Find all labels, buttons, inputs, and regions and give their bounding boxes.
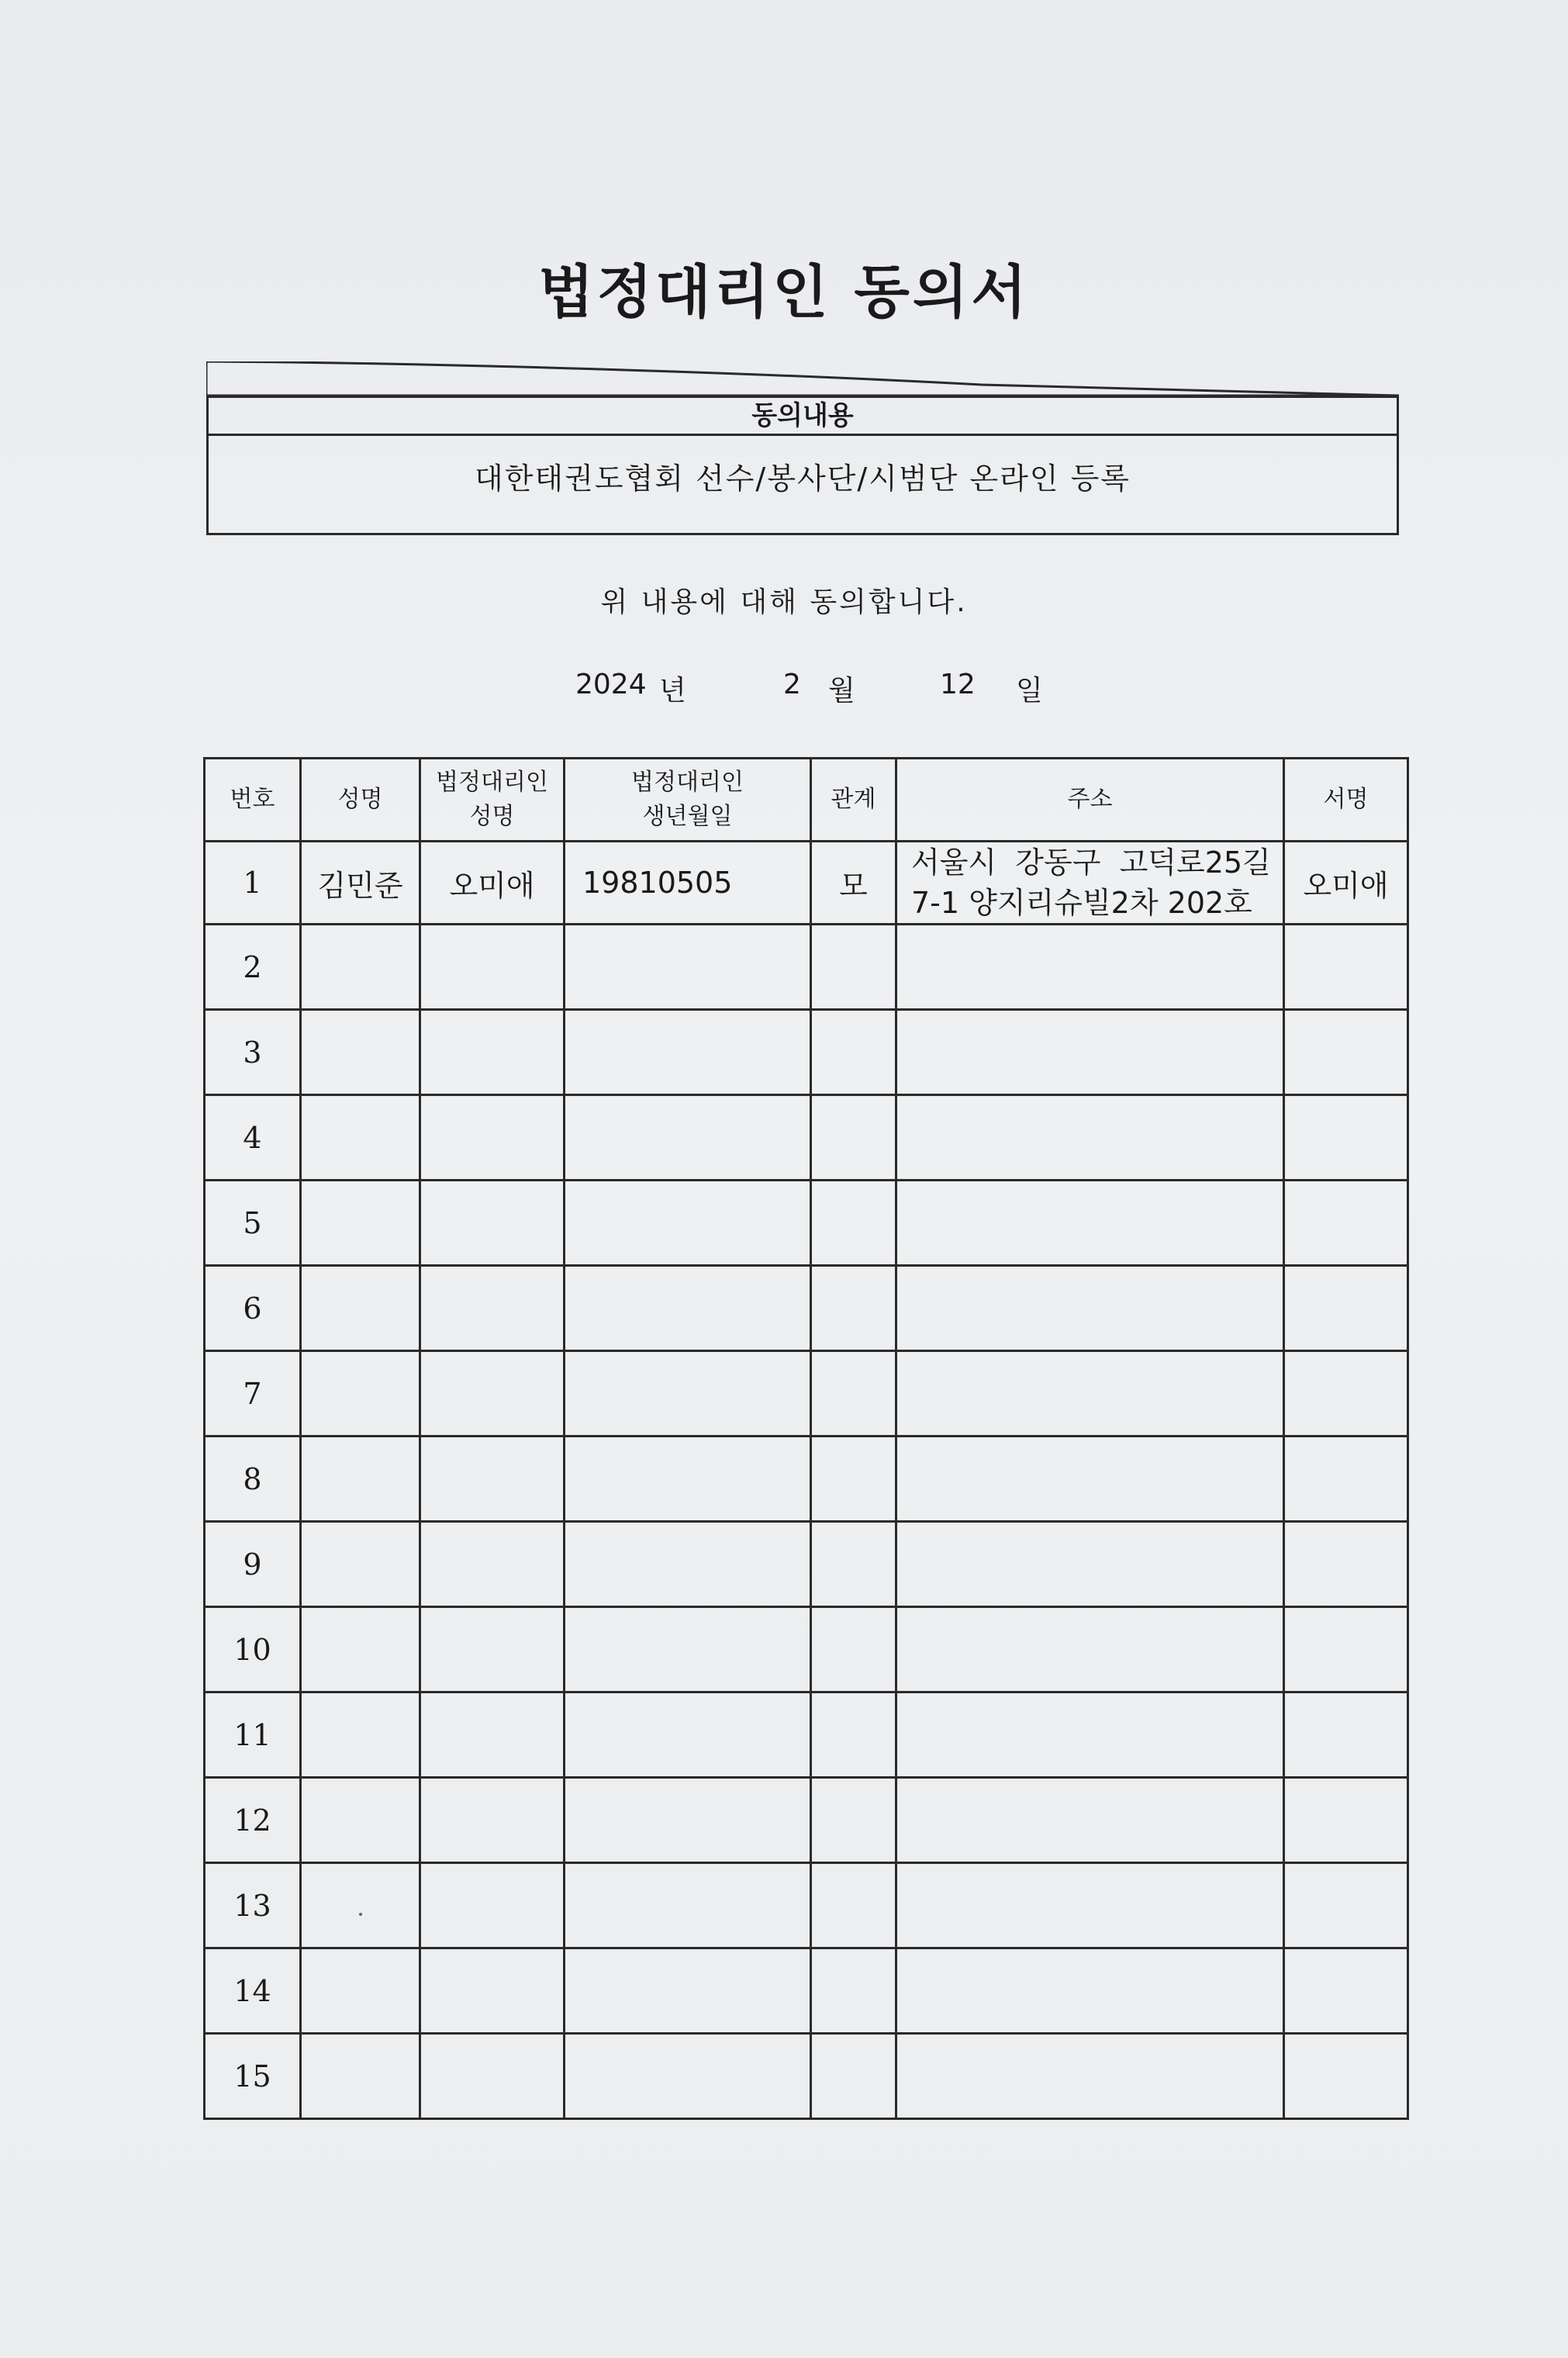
header-signature: 서명 bbox=[1284, 759, 1408, 842]
table-row bbox=[205, 842, 1408, 925]
cell-guardian-name bbox=[420, 1692, 565, 1778]
cell-signature bbox=[1284, 1607, 1408, 1692]
cell-address bbox=[896, 1948, 1284, 2034]
cell-guardian-name bbox=[420, 1437, 565, 1522]
cell-signature bbox=[1284, 1522, 1408, 1607]
cell-no: 4 bbox=[205, 1095, 301, 1181]
cell-guardian-name bbox=[420, 925, 565, 1010]
cell-name bbox=[301, 1863, 420, 1948]
cell-name bbox=[301, 1351, 420, 1437]
table-row bbox=[205, 1607, 1408, 1692]
cell-address bbox=[896, 1095, 1284, 1181]
cell-signature bbox=[1284, 1863, 1408, 1948]
table-row bbox=[205, 1948, 1408, 2034]
cell-signature bbox=[1284, 1266, 1408, 1351]
cell-guardian-birth bbox=[565, 2034, 811, 2119]
cell-address bbox=[896, 1181, 1284, 1266]
cell-name bbox=[301, 1522, 420, 1607]
cell-name bbox=[301, 2034, 420, 2119]
cell-relation bbox=[811, 1692, 896, 1778]
cell-no: 14 bbox=[205, 1948, 301, 2034]
cell-no: 8 bbox=[205, 1437, 301, 1522]
cell-address bbox=[896, 1266, 1284, 1351]
cell-no: 7 bbox=[205, 1351, 301, 1437]
cell-relation bbox=[811, 1522, 896, 1607]
table-row bbox=[205, 1778, 1408, 1863]
cell-guardian-name bbox=[420, 1266, 565, 1351]
cell-guardian-birth bbox=[565, 1181, 811, 1266]
cell-name bbox=[301, 1266, 420, 1351]
header-guardian-name-line2: 성명 bbox=[469, 803, 515, 830]
cell-guardian-birth bbox=[565, 1095, 811, 1181]
cell-guardian-name bbox=[420, 1095, 565, 1181]
cell-name bbox=[301, 1095, 420, 1181]
cell-signature bbox=[1284, 925, 1408, 1010]
cell-name bbox=[301, 1181, 420, 1266]
table-row bbox=[205, 2034, 1408, 2119]
cell-guardian-name: 오미애 bbox=[420, 842, 565, 925]
header-guardian-birth bbox=[565, 759, 811, 842]
cell-signature: 오미애 bbox=[1284, 842, 1408, 925]
cell-relation bbox=[811, 925, 896, 1010]
header-no: 번호 bbox=[205, 759, 301, 842]
cell-guardian-name bbox=[420, 1607, 565, 1692]
header-name: 성명 bbox=[301, 759, 420, 842]
table-row bbox=[205, 1266, 1408, 1351]
document-title: 법정대리인 동의서 bbox=[538, 259, 1030, 326]
cell-address bbox=[896, 1522, 1284, 1607]
consent-body: 대한태권도협회 선수/봉사단/시범단 온라인 등록 bbox=[474, 462, 1131, 496]
cell-signature bbox=[1284, 1181, 1408, 1266]
header-address: 주소 bbox=[896, 759, 1284, 842]
cell-guardian-name bbox=[420, 1522, 565, 1607]
cell-no: 11 bbox=[205, 1692, 301, 1778]
cell-address bbox=[896, 1607, 1284, 1692]
cell-name bbox=[301, 1437, 420, 1522]
cell-guardian-birth bbox=[565, 1351, 811, 1437]
cell-relation bbox=[811, 1351, 896, 1437]
header-relation: 관계 bbox=[811, 759, 896, 842]
cell-name bbox=[301, 1692, 420, 1778]
cell-guardian-name bbox=[420, 1778, 565, 1863]
cell-relation bbox=[811, 1181, 896, 1266]
cell-guardian-birth bbox=[565, 1010, 811, 1095]
stray-mark bbox=[359, 1913, 362, 1916]
cell-signature bbox=[1284, 1095, 1408, 1181]
table-row bbox=[205, 1095, 1408, 1181]
date-month-unit: 월 bbox=[828, 675, 855, 707]
cell-no: 3 bbox=[205, 1010, 301, 1095]
cell-no: 15 bbox=[205, 2034, 301, 2119]
date-month: 2 bbox=[783, 669, 801, 700]
cell-signature bbox=[1284, 1010, 1408, 1095]
header-guardian-name bbox=[420, 759, 565, 842]
cell-guardian-name bbox=[420, 1948, 565, 2034]
cell-address bbox=[896, 842, 1284, 925]
date-day: 12 bbox=[940, 669, 976, 700]
cell-no: 2 bbox=[205, 925, 301, 1010]
cell-address bbox=[896, 1692, 1284, 1778]
header-guardian-birth-line2: 생년월일 bbox=[642, 803, 733, 830]
cell-no: 9 bbox=[205, 1522, 301, 1607]
cell-guardian-name bbox=[420, 1010, 565, 1095]
cell-name bbox=[301, 1948, 420, 2034]
cell-guardian-name bbox=[420, 2034, 565, 2119]
cell-guardian-name bbox=[420, 1181, 565, 1266]
cell-address-line1: 서울시 강동구 고덕로25길 bbox=[911, 845, 1271, 880]
cell-guardian-name bbox=[420, 1351, 565, 1437]
cell-address bbox=[896, 1778, 1284, 1863]
cell-no: 1 bbox=[205, 842, 301, 925]
agree-statement: 위 내용에 대해 동의합니다. bbox=[600, 586, 968, 618]
cell-address bbox=[896, 1437, 1284, 1522]
date-line bbox=[0, 669, 1568, 707]
cell-no: 5 bbox=[205, 1181, 301, 1266]
cell-name bbox=[301, 1607, 420, 1692]
cell-no: 6 bbox=[205, 1266, 301, 1351]
cell-signature bbox=[1284, 1351, 1408, 1437]
header-guardian-birth-line1: 법정대리인 bbox=[631, 769, 744, 796]
cell-address-line2: 7-1 양지리슈빌2차 202호 bbox=[911, 886, 1252, 920]
table-header-row bbox=[205, 759, 1408, 842]
cell-relation bbox=[811, 1437, 896, 1522]
cell-guardian-birth bbox=[565, 1692, 811, 1778]
cell-relation bbox=[811, 1010, 896, 1095]
cell-name: 김민준 bbox=[301, 842, 420, 925]
cell-relation: 모 bbox=[811, 842, 896, 925]
cell-signature bbox=[1284, 1778, 1408, 1863]
date-year-unit: 년 bbox=[659, 675, 686, 707]
cell-address bbox=[896, 1010, 1284, 1095]
consent-box bbox=[206, 396, 1399, 535]
table-row bbox=[205, 1010, 1408, 1095]
table-row bbox=[205, 1522, 1408, 1607]
cell-relation bbox=[811, 1778, 896, 1863]
date-year: 2024 bbox=[575, 669, 647, 700]
cell-guardian-birth bbox=[565, 1778, 811, 1863]
cell-signature bbox=[1284, 1948, 1408, 2034]
header-guardian-name-line1: 법정대리인 bbox=[436, 769, 548, 796]
cell-signature bbox=[1284, 2034, 1408, 2119]
consent-box-top-border bbox=[206, 361, 1399, 397]
cell-guardian-birth bbox=[565, 1437, 811, 1522]
table-row bbox=[205, 925, 1408, 1010]
cell-no: 13 bbox=[205, 1863, 301, 1948]
cell-guardian-birth bbox=[565, 1522, 811, 1607]
cell-relation bbox=[811, 1095, 896, 1181]
cell-signature bbox=[1284, 1692, 1408, 1778]
cell-address bbox=[896, 1351, 1284, 1437]
date-day-unit: 일 bbox=[1016, 675, 1043, 707]
cell-relation bbox=[811, 1607, 896, 1692]
cell-no: 12 bbox=[205, 1778, 301, 1863]
cell-guardian-birth bbox=[565, 925, 811, 1010]
cell-relation bbox=[811, 1863, 896, 1948]
cell-relation bbox=[811, 2034, 896, 2119]
table-row bbox=[205, 1181, 1408, 1266]
cell-guardian-birth bbox=[565, 1607, 811, 1692]
cell-relation bbox=[811, 1948, 896, 2034]
table-row bbox=[205, 1863, 1408, 1948]
cell-guardian-birth bbox=[565, 1266, 811, 1351]
cell-guardian-birth: 19810505 bbox=[565, 842, 811, 925]
table-row bbox=[205, 1692, 1408, 1778]
table-row bbox=[205, 1437, 1408, 1522]
cell-no: 10 bbox=[205, 1607, 301, 1692]
cell-guardian-birth bbox=[565, 1863, 811, 1948]
consent-header: 동의내용 bbox=[209, 398, 1397, 436]
cell-guardian-birth bbox=[565, 1948, 811, 2034]
cell-address bbox=[896, 925, 1284, 1010]
table-row bbox=[205, 1351, 1408, 1437]
cell-name bbox=[301, 925, 420, 1010]
cell-signature bbox=[1284, 1437, 1408, 1522]
cell-relation bbox=[811, 1266, 896, 1351]
cell-name bbox=[301, 1778, 420, 1863]
cell-guardian-name bbox=[420, 1863, 565, 1948]
guardian-registration-table bbox=[203, 757, 1409, 2120]
cell-address bbox=[896, 1863, 1284, 1948]
cell-address bbox=[896, 2034, 1284, 2119]
cell-name bbox=[301, 1010, 420, 1095]
